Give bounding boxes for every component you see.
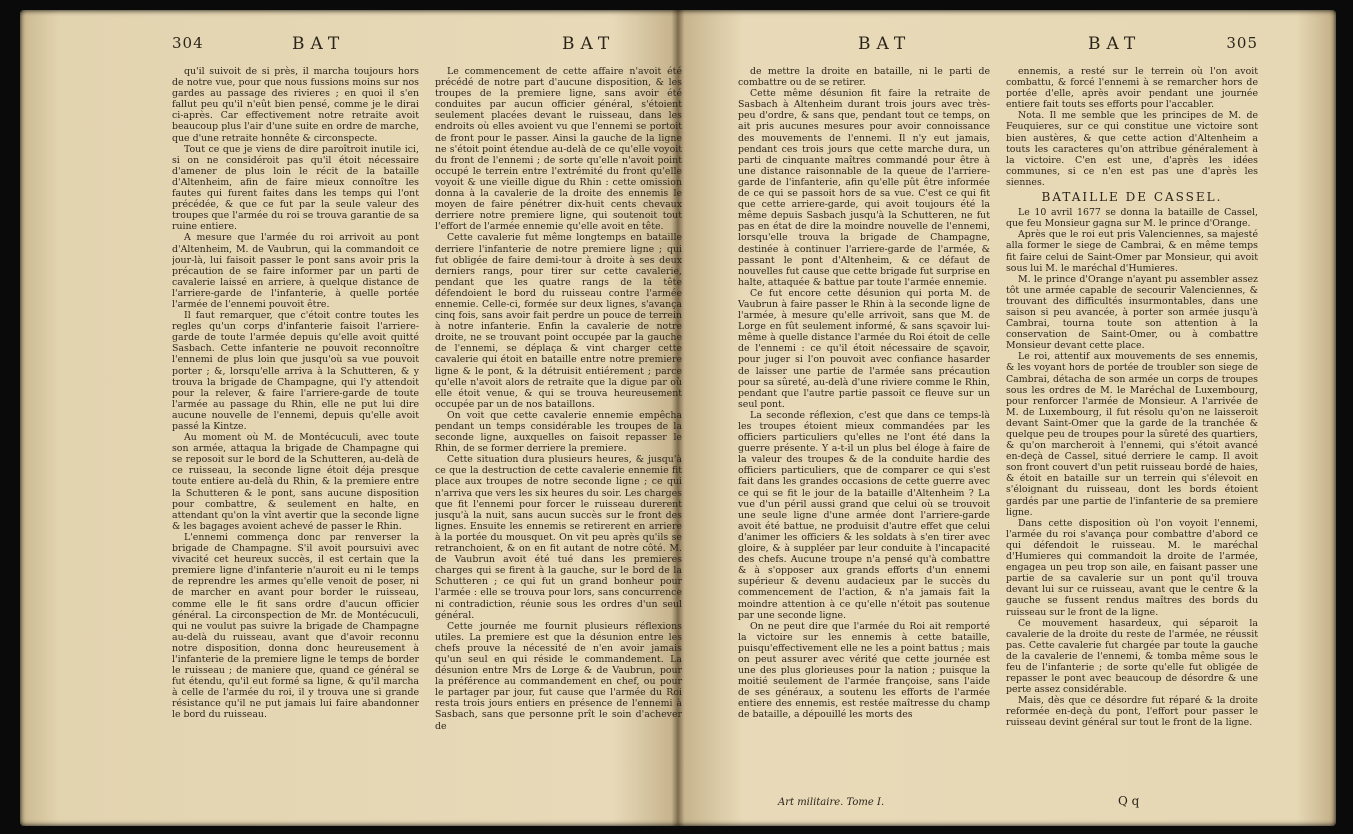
paragraph: ennemis, a resté sur le terrein où l'on avoit combattu, & forcé l'ennemi à se remarcher hors de portée d'elle, après avoir pendant une journée entiere fait touts ses efforts pour l'accabler.	[1006, 66, 1258, 111]
book-spread	[20, 10, 1336, 826]
paragraph: de mettre la droite en bataille, ni le parti de combattre ou de se retirer.	[738, 66, 990, 89]
paragraph: qu'il suivoit de si près, il marcha toujours hors de notre vue, pour que nous fussions moins sur nos gardes au passage des rivieres ; en quoi il s'en fallut peu qu'il n'eût bien pensé, comme je le dirai ci-après. Car effectivement notre retraite avoit beaucoup plus l'air d'une suite en ordre de marche, que d'une retraite honnête & circonspecte.	[172, 66, 419, 144]
running-head-text: BAT	[562, 34, 616, 54]
paragraph: On voit que cette cavalerie ennemie empêcha pendant un temps considérable les troupes de la seconde ligne, auxquelles on faisoit repasser le Rhin, de se former derriere la premiere.	[435, 409, 682, 455]
page-number: 305	[1226, 34, 1258, 52]
paragraph: Le 10 avril 1677 se donna la bataille de Cassel, que feu Monsieur gagna sur M. le prince d'Orange.	[1006, 207, 1258, 230]
paragraph: Ce fut encore cette désunion qui porta M. de Vaubrun à faire passer le Rhin à la seconde ligne de l'armée, à mesure qu'elle arrivoit, sans que M. de Lorge en fût seulement informé, & sans sçavoir lui-même à quelle distance l'armée du Roi étoit de celle de l'ennemi : ce qu'il étoit nécessaire de sçavoir, pour juger si l'on pouvoit avec confiance hasarder de laisser une partie de l'armée sans précaution pour sa sûreté, au-delà d'une riviere comme le Rhin, pendant que l'autre partie passoit ce fleuve sur un seul pont.	[738, 287, 990, 410]
paragraph: Mais, dès que ce désordre fut réparé & la droite reformée en-deçà du pont, l'effort pour passer le ruisseau devint général sur tout le front de la ligne.	[1006, 695, 1258, 729]
section-heading: BATAILLE DE CASSEL.	[1041, 190, 1223, 205]
paragraph: Ce mouvement hasardeux, qui séparoit la cavalerie de la droite du reste de l'armée, ne réussit pas. Cette cavalerie fut chargée par toute la gauche de la cavalerie de l'ennemi, & tomba même sous le feu de l'infanterie ; de sorte qu'elle fut obligée de repasser le pont avec beaucoup de désordre & une perte assez considérable.	[1006, 617, 1258, 696]
paragraph: Le roi, attentif aux mouvements de ses ennemis, & les voyant hors de portée de troubler son siege de Cambrai, détacha de son armée un corps de troupes sous les ordres de M. le Maréchal de Luxembourg, pour renforcer l'armée de Monsieur. A l'arrivée de M. de Luxembourg, il fut résolu qu'on ne laisseroit devant Saint-Omer que la garde de la tranchée & quelque peu de troupes pour la sûreté des quartiers, & qu'on marcheroit à l'ennemi, qui s'étoit avancé en-deçà de Cassel, situé derriere le camp. Il avoit son front couvert d'un petit ruisseau bordé de haies, & étoit en bataille sur un terrein qui s'élevoit en s'éloignant du ruisseau, dont les bords étoient gardés par une partie de l'infanterie de sa premiere ligne.	[1006, 351, 1258, 518]
paragraph: On ne peut dire que l'armée du Roi ait remporté la victoire sur les ennemis à cette bataille, puisqu'effectivement elle ne les a point battus ; mais on peut assurer avec vérité que cette journée est une des plus glorieuses pour la nation ; puisque la moitié seulement de l'armée françoise, sans l'aide de ses généraux, a soutenu les efforts de l'armée entiere des ennemis, est restée maîtresse du champ de bataille, a dépouillé les morts des	[738, 620, 990, 721]
paragraph: Cette cavalerie fut même longtemps en bataille derriere l'infanterie de notre premiere ligne ; qui fut obligée de faire demi-tour à droite à ses deux derniers rangs, pour tirer sur cette cavalerie, pendant que les quatre rangs de la tête défendoient le bord du ruisseau contre l'armée ennemie. Celle-ci, formée sur deux lignes, s'avança cinq fois, sans avoir fait perdre un pouce de terrein à notre infanterie. Enfin la cavalerie de notre droite, ne se trouvant point occupée par la gauche de l'ennemi, se déplaça & vint charger cette cavalerie qui étoit en bataille entre notre premiere ligne & le pont, & la détruisit entiérement ; parce qu'elle n'avoit alors de retraite que la digue par où elle étoit venue, & qui se trouva heureusement occupée par un de nos bataillons.	[435, 232, 682, 410]
text-column	[1006, 66, 1258, 822]
paragraph: Après que le roi eut pris Valenciennes, sa majesté alla former le siege de Cambrai, & en même temps fit faire celui de Saint-Omer par Monsieur, qui avoit sous lui M. le maréchal d'Humieres.	[1006, 229, 1258, 274]
running-head-text: BAT	[1088, 34, 1142, 54]
paragraph: Le commencement de cette affaire n'avoit été précédé de notre part d'aucune disposition, & les troupes de la premiere ligne, sans avoir été conduites par aucun officier général, s'étoient seulement placées devant le ruisseau, dans les endroits où elles avoient vu que l'ennemi se portoit de front pour le passer. Ainsi la gauche de la ligne ne s'étoit point étendue au-delà de ce qu'elle voyoit du front de l'ennemi ; de sorte qu'elle n'avoit point occupé le terrein entre l'extrémité du front qu'elle voyoit & une vieille digue du Rhin : cette omission donna à la cavalerie de la droite des ennemis le moyen de faire pénétrer dix-huit cents chevaux derriere notre premiere ligne, qui soutenoit tout l'effort de l'armée ennemie qu'elle avoit en tête.	[435, 66, 682, 233]
paragraph: L'ennemi commença donc par renverser la brigade de Champagne. S'il avoit poursuivi avec vivacité cet heureux succès, il est certain que la premiere ligne d'infanterie n'auroit eu ni le temps de reprendre les armes qu'elle venoit de poser, ni de marcher en avant pour border le ruisseau, comme elle le fit sans ordre d'aucun officier général. La circonspection de Mr. de Montécuculi, qui ne voulut pas suivre la brigade de Champagne au-delà du ruisseau, avant que d'avoir reconnu notre disposition, donna donc heureusement à l'infanterie de la premiere ligne le temps de border le ruisseau ; de maniere que, quand ce général se fut étendu, qu'il eut formé sa ligne, & qu'il marcha à celle de l'armée du roi, il y trouva une si grande résistance qu'il ne put jamais lui faire abandonner le bord du ruisseau.	[172, 531, 419, 721]
paragraph: A mesure que l'armée du roi arrivoit au pont d'Altenheim, M. de Vaubrun, qui la commandoit ce jour-là, lui faisoit passer le pont sans avoir pris la précaution de se faire informer par un parti de cavalerie laissé en arriere, à quelque distance de l'arriere-garde de l'infanterie, à quelle portée l'armée de l'ennemi pouvoit être.	[172, 232, 419, 310]
paragraph: Tout ce que je viens de dire paroîtroit inutile ici, si on ne considéroit pas qu'il étoit nécessaire d'amener de plus loin le récit de la bataille d'Altenheim, afin de faire mieux connoître les fautes qui furent faites dans les temps qui l'ont précédée, & que ce fut par la seule valeur des troupes que l'armée du roi se trouva garantie de sa ruine entiere.	[172, 143, 419, 233]
paragraph: Cette journée me fournit plusieurs réflexions utiles. La premiere est que la désunion entre les chefs prouve la nécessité de n'en avoir jamais qu'un seul en qui réside le commandement. La désunion entre Mrs de Lorge & de Vaubrun, pour la préférence au commandement en chef, ou pour le partager par jour, fut cause que l'armée du Roi resta trois jours entiers en présence de l'ennemi à Sasbach, sans que personne prît le soin d'achever de	[435, 620, 682, 732]
running-head-left	[172, 32, 682, 60]
text-column	[435, 66, 682, 822]
paragraph: La seconde réflexion, c'est que dans ce temps-là les troupes étoient mieux commandées par les officiers particuliers qu'elles ne l'ont été dans la guerre présente. Y a-t-il un plus bel éloge à faire de la valeur des troupes & de la conduite hardie des officiers particuliers, que de comparer ce qui s'est fait dans les grandes occasions de cette guerre avec ce qui se fit le jour de la bataille d'Altenheim ? La vue d'un péril aussi grand que celui où se trouvoit une seule ligne d'une armée dont l'arriere-garde avoit été battue, ne produisit d'autre effet que celui d'animer les officiers & les soldats à s'en tirer avec gloire, & à suppléer par leur conduite à l'incapacité des chefs. Aucune troupe n'a pensé qu'à combattre & à s'opposer aux grands efforts d'un ennemi supérieur & devenu audacieux par le succès du commencement de l'action, & n'a jamais fait la moindre attention à ce qu'elle n'étoit pas soutenue par une seconde ligne.	[738, 409, 990, 621]
paragraph: Cette même désunion fit faire la retraite de Sasbach à Altenheim durant trois jours avec très-peu d'ordre, & sans que, pendant tout ce temps, on ait pris aucunes mesures pour avoir connoissance des mouvements de l'ennemi. Il n'y eut jamais, pendant ces trois jours que cette marche dura, un parti de cinquante maîtres commandé pour être à une distance raisonnable de la queue de l'arriere-garde de l'infanterie, afin qu'elle pût être informée de ce qui se passoit hors de sa vue. C'est ce qui fit que cette arriere-garde, qui avoit toujours été la même depuis Sasbach jusqu'à la Schutteren, ne fut pas en état de dire la moindre nouvelle de l'ennemi, lorsqu'elle trouva la brigade de Champagne, destinée à continuer l'arriere-garde de l'armée, & passant le pont d'Altenheim, & ce défaut de nouvelles fut cause que cette brigade fut surprise en halte, attaquée & battue par toute l'armée ennemie.	[738, 88, 990, 288]
text-column	[172, 66, 419, 822]
paragraph: Il faut remarquer, que c'étoit contre toutes les regles qu'un corps d'infanterie faisoit l'arriere-garde de toute l'armée depuis qu'elle avoit quitté Sasbach. Cette infanterie ne pouvoit reconnoître l'ennemi de plus loin que jusqu'où sa vue pouvoit porter ; &, lorsqu'elle arriva à la Schutteren, & y trouva la brigade de Champagne, qui l'y attendoit pour la relever, & faire l'arriere-garde de toute l'armée au passage du Rhin, elle ne put lui dire aucune nouvelle de l'ennemi, depuis qu'elle avoit passé la Kintze.	[172, 310, 419, 432]
left-page	[172, 32, 682, 822]
signature-mark: Q q	[1118, 794, 1140, 808]
right-page	[738, 32, 1258, 822]
paragraph: Dans cette disposition où l'on voyoit l'ennemi, l'armée du roi s'avança pour combattre d'abord ce qui défendoit le ruisseau. M. le maréchal d'Humieres qui commandoit la droite de l'armée, engagea un peu trop son aile, en faisant passer une partie de sa cavalerie sur un pont qu'il trouva devant lui sur ce ruisseau, avant que le centre & la gauche se fussent rendus maîtres des bords du ruisseau sur le front de la ligne.	[1006, 517, 1258, 618]
paragraph: Nota. Il me semble que les principes de M. de Feuquieres, sur ce qui constitue une victoire sont bien austères, & que cette action d'Altenheim a touts les caracteres qu'on attribue généralement à la victoire. C'en est une, d'après les idées communes, si ce n'en est pas une d'après les siennes.	[1006, 110, 1258, 188]
running-head-text: BAT	[858, 34, 912, 54]
paragraph: Cette situation dura plusieurs heures, & jusqu'à ce que la destruction de cette cavalerie ennemie fit place aux troupes de notre seconde ligne ; ce qui n'arriva que vers les six heures du soir. Les charges que fit l'ennemi pour forcer le ruisseau durerent jusqu'à la nuit, sans aucun succès sur le front des lignes. Ensuite les ennemis se retirerent en arriere à la portée du mousquet. On vit peu après qu'ils se retranchoient, & on en fit autant de notre côté. M. de Vaubrun avoit été tué dans les premieres charges qui se firent à la gauche, sur le bord de la Schutteren ; ce qui fut un grand bonheur pour l'armée : elle se trouva pour lors, sans concurrence ni contradiction, réunie sous les ordres d'un seul général.	[435, 454, 682, 621]
paragraph: Au moment où M. de Montécuculi, avec toute son armée, attaqua la brigade de Champagne qui se reposoit sur le bord de la Schutteren, au-delà de ce ruisseau, la seconde ligne étoit déja presque toute entiere au-delà du Rhin, & la premiere entre la Schutteren & le pont, sans aucune disposition pour combattre, & seulement en halte, en attendant qu'on la vînt avertir que la seconde ligne & les bagages avoient achevé de passer le Rhin.	[172, 432, 419, 532]
paragraph: M. le prince d'Orange n'ayant pu assembler assez tôt une armée capable de secourir Valenciennes, & trouvant des difficultés insurmontables, dans une saison si peu avancée, à porter son armée jusqu'à Cambrai, tourna toute son attention à la conservation de Saint-Omer, ou à combattre Monsieur devant cette place.	[1006, 273, 1258, 352]
page-number: 304	[172, 34, 204, 52]
running-head-right	[738, 32, 1258, 60]
running-head-text: BAT	[292, 34, 346, 54]
text-column	[738, 66, 990, 822]
footer-title: Art militaire. Tome I.	[778, 797, 885, 808]
